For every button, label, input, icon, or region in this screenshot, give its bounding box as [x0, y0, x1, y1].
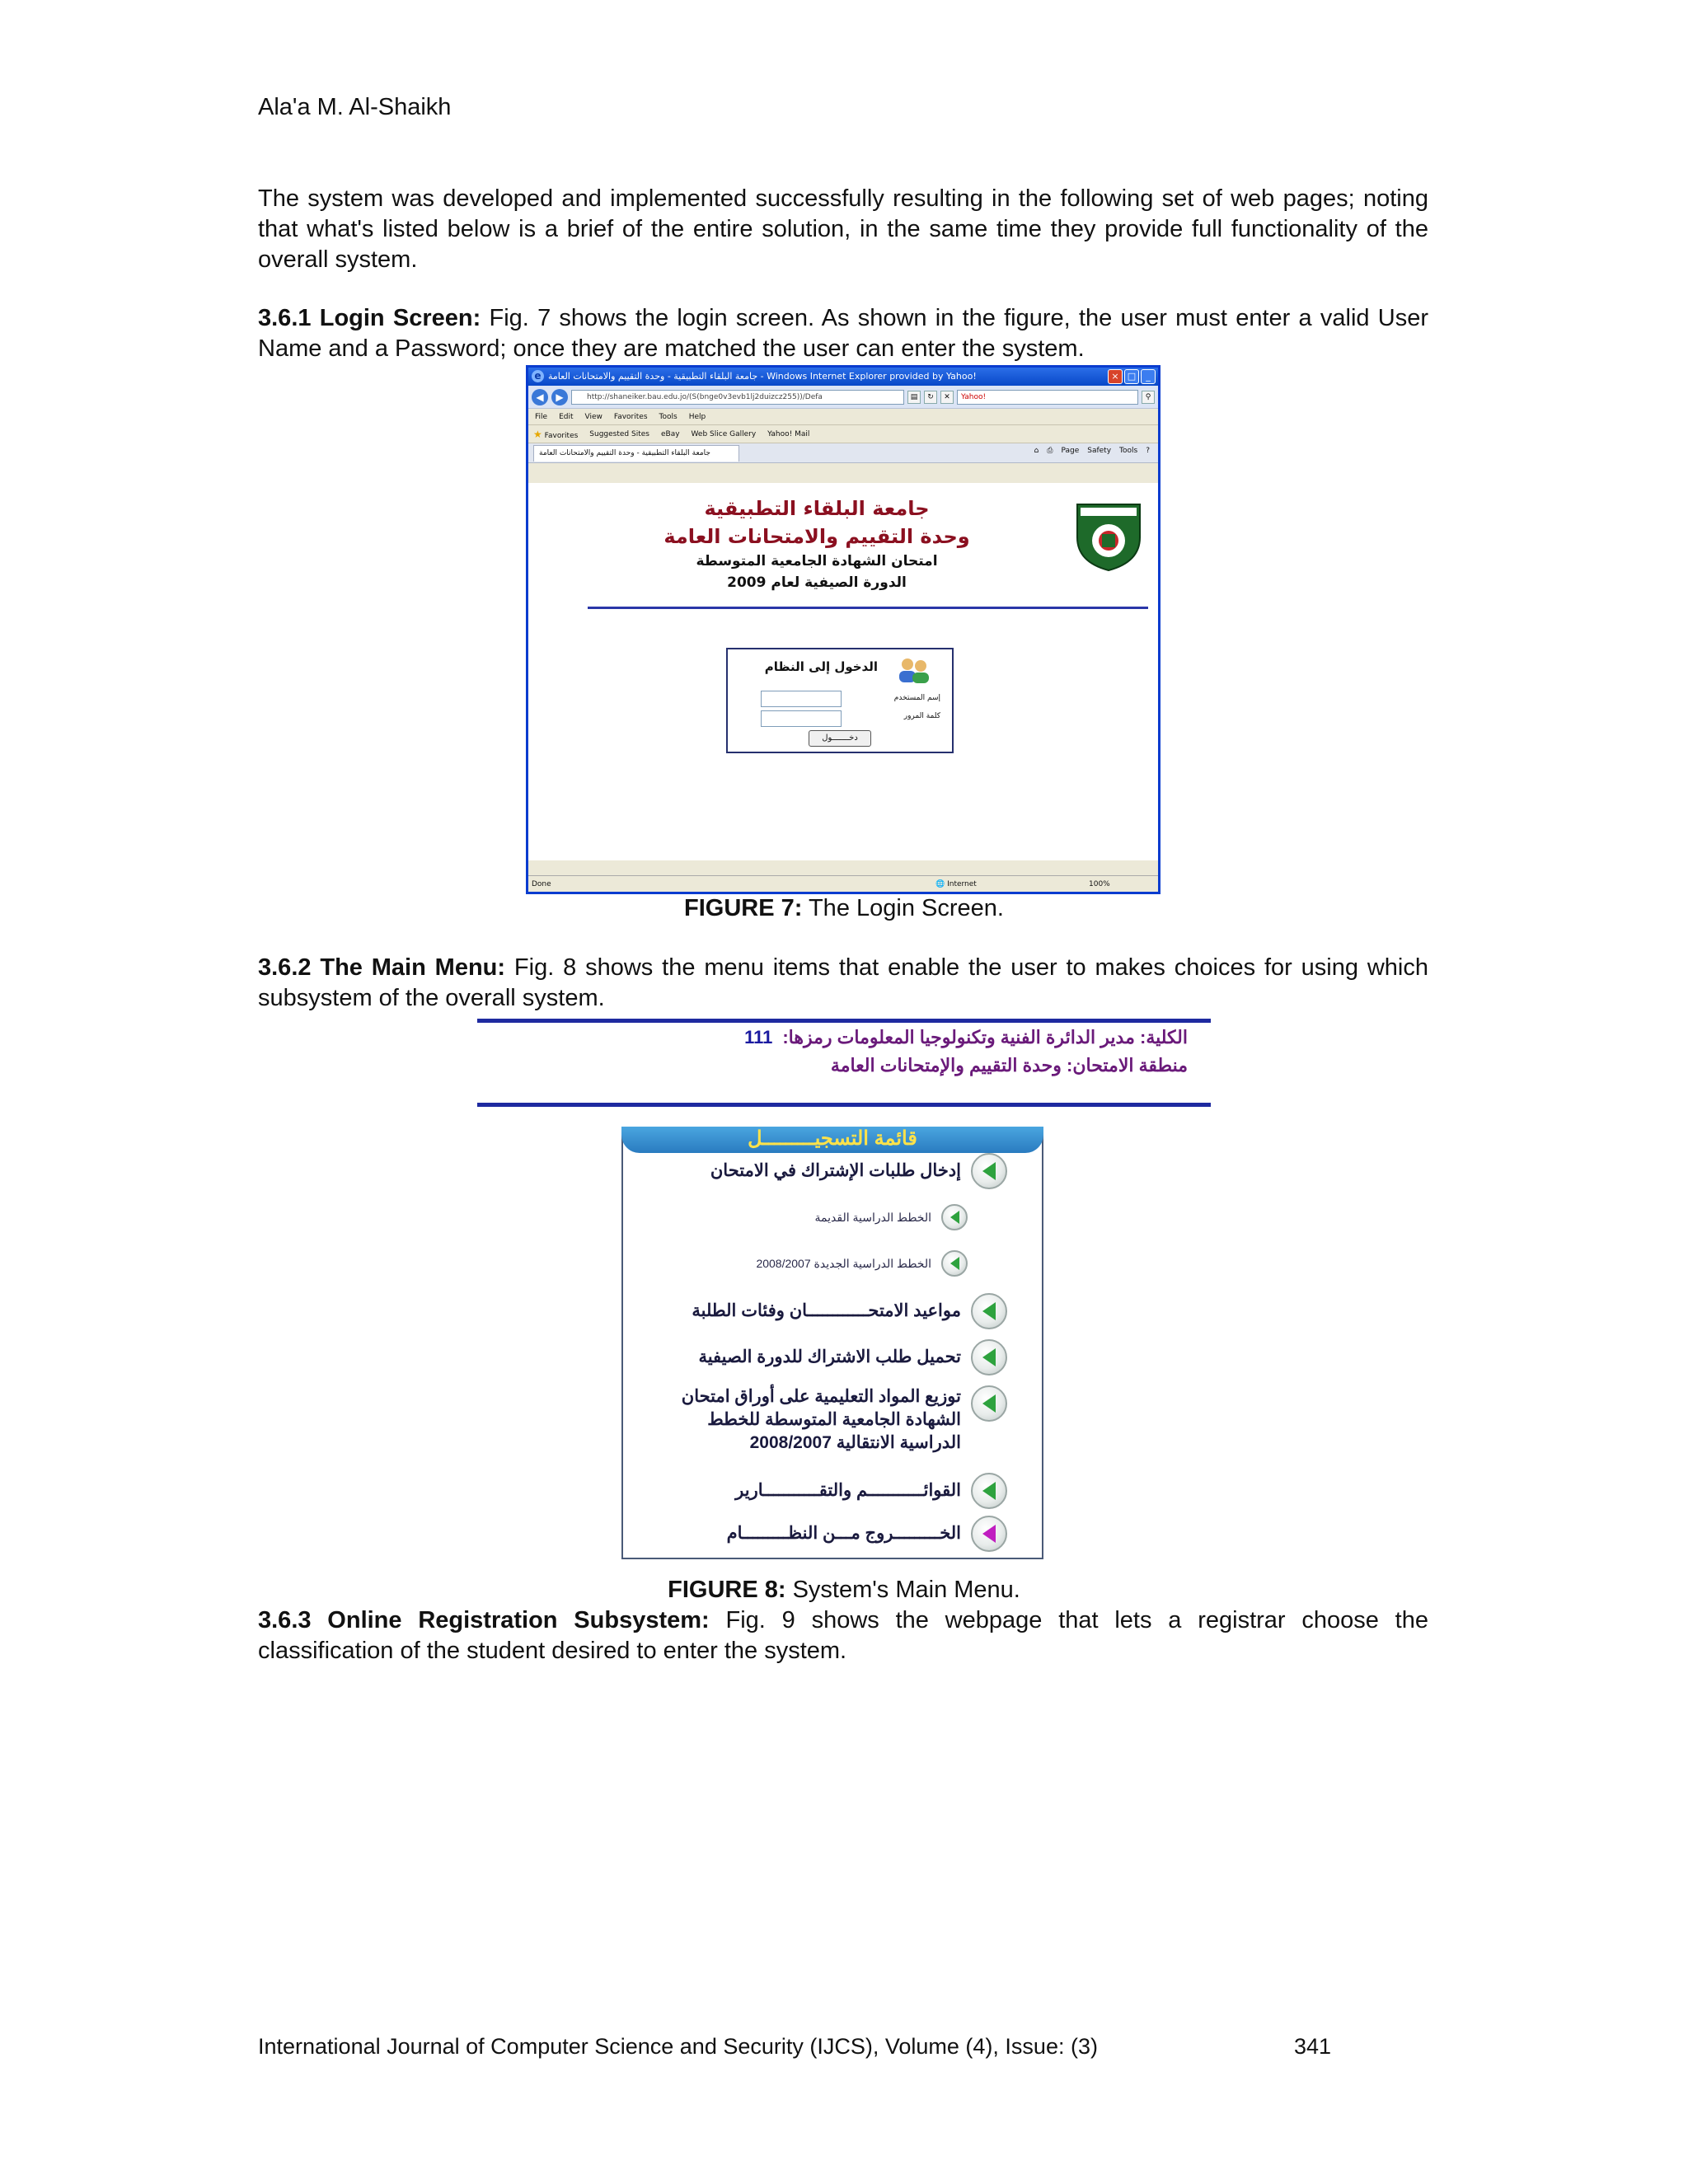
section-heading: 3.6.1 Login Screen:	[258, 305, 481, 331]
favorites-bar	[528, 425, 1158, 443]
users-icon	[896, 656, 932, 684]
help-icon[interactable]: ?	[1146, 447, 1150, 455]
page-number: 341	[1294, 2034, 1332, 2059]
section-3-6-1	[258, 303, 1428, 364]
page-content	[528, 483, 1158, 860]
university-header	[660, 494, 973, 593]
compatibility-icon[interactable]: ▤	[907, 391, 921, 404]
minimize-icon[interactable]: _	[1141, 369, 1156, 384]
arrow-left-icon[interactable]	[971, 1473, 1007, 1509]
menu-title: قائمة التسجيـــــــــل	[621, 1127, 1043, 1153]
menu-item-exit[interactable]: الخـــــــــروج مـــن النظـــــــــام	[623, 1516, 1042, 1552]
security-zone: 🌐 Internet	[935, 880, 977, 888]
intro-paragraph: The system was developed and implemented successfully resulting in the following set of web pages; noting that what's listed below is a brief of the entire solution, in the same time they provide full functionality of the overall system.	[258, 185, 1428, 273]
university-name: جامعة البلقاء التطبيقية	[704, 497, 930, 520]
arrow-left-icon[interactable]	[971, 1339, 1007, 1376]
home-icon[interactable]: ⌂	[1034, 447, 1039, 455]
username-label: إسم المستخدم	[893, 694, 940, 702]
running-header-author: Ala'a M. Al-Shaikh	[258, 94, 452, 120]
arrow-left-icon[interactable]	[971, 1293, 1007, 1329]
top-divider	[477, 1019, 1211, 1023]
main-menu-figure	[475, 1015, 1217, 1576]
menu-view[interactable]: View	[584, 412, 603, 421]
username-field[interactable]	[761, 691, 842, 707]
search-icon[interactable]: ⚲	[1142, 391, 1155, 404]
college-code: 111	[744, 1027, 773, 1047]
footer-journal: International Journal of Computer Science and Security (IJCS), Volume (4), Issue: (3)	[258, 2034, 1098, 2059]
menu-item-old-plans[interactable]: الخطط الدراسية القديمة	[623, 1204, 1042, 1230]
session-name: الدورة الصيفية لعام 2009	[727, 574, 907, 591]
safety-menu[interactable]: Safety	[1087, 447, 1112, 455]
login-form	[726, 648, 954, 753]
university-logo-icon	[1072, 499, 1145, 572]
maximize-icon[interactable]: □	[1124, 369, 1139, 384]
fav-yahoo-mail[interactable]: Yahoo! Mail	[767, 429, 810, 438]
section-text: Fig. 7 shows the login screen. As shown in the figure, the user must enter a valid User Name and a Password; once they are matched the user can enter the system.	[258, 305, 1428, 362]
password-field[interactable]	[761, 710, 842, 727]
header-divider	[588, 607, 1148, 609]
status-text: Done	[532, 880, 551, 888]
bottom-divider	[477, 1103, 1211, 1107]
menu-edit[interactable]: Edit	[559, 412, 574, 421]
figure8-caption: FIGURE 8: System's Main Menu.	[668, 1577, 1020, 1603]
status-bar	[528, 875, 1158, 892]
section-3-6-3	[258, 1605, 1428, 1666]
print-icon[interactable]: ⎙	[1047, 447, 1053, 455]
ie-logo-icon: e	[532, 370, 544, 382]
search-input[interactable]: Yahoo!	[957, 390, 1138, 405]
section-3-6-2	[258, 953, 1428, 1014]
menu-item-exam-dates[interactable]: مواعيد الامتحــــــــــــان وفئات الطلبة	[623, 1293, 1042, 1329]
menu-favorites[interactable]: Favorites	[613, 412, 648, 421]
menu-file[interactable]: File	[535, 412, 548, 421]
menu-item-new-plans[interactable]: الخطط الدراسية الجديدة 2008/2007	[623, 1250, 1042, 1277]
zoom-level[interactable]: 100%	[1089, 880, 1110, 888]
fav-ebay[interactable]: eBay	[660, 429, 680, 438]
arrow-left-icon[interactable]	[971, 1385, 1007, 1422]
browser-titlebar	[528, 368, 1158, 386]
tab-bar	[528, 443, 1158, 463]
tools-menu[interactable]: Tools	[1119, 447, 1138, 455]
exam-name: امتحان الشهادة الجامعية المتوسطة	[696, 553, 938, 569]
login-title: الدخول إلى النظام	[764, 659, 878, 674]
globe-icon: 🌐	[935, 880, 945, 888]
unit-name: وحدة التقييم والامتحانات العامة	[663, 525, 970, 548]
menu-help[interactable]: Help	[688, 412, 706, 421]
arrow-left-icon[interactable]	[941, 1250, 968, 1277]
star-icon: ★	[533, 428, 542, 440]
address-bar	[528, 386, 1158, 409]
browser-tab[interactable]: جامعة البلقاء التطبيقية - وحدة التقييم والامتحانات العامة	[533, 445, 739, 462]
forward-icon[interactable]: ▶	[551, 389, 568, 405]
browser-title: جامعة البلقاء التطبيقية - وحدة التقييم والامتحانات العامة - Windows Internet Explorer provided by Yahoo!	[548, 371, 977, 382]
arrow-left-icon[interactable]	[941, 1204, 968, 1230]
address-input[interactable]: http://shaneiker.bau.edu.jo/(S(bnge0v3evb1lj2duizcz255))/Defa	[571, 390, 904, 405]
favorites-button[interactable]: ★ Favorites	[533, 428, 579, 440]
figure7-caption: FIGURE 7: The Login Screen.	[684, 895, 1004, 921]
registration-menu	[621, 1127, 1043, 1559]
section-heading: 3.6.3 Online Registration Subsystem:	[258, 1607, 710, 1633]
menu-tools[interactable]: Tools	[659, 412, 678, 421]
menu-item-material-distribution[interactable]: توزيع المواد التعليمية على أوراق امتحان الشهادة الجامعية المتوسطة للخطط الدراسية الانتقالية 2008/2007	[623, 1385, 1042, 1455]
back-icon[interactable]: ◀	[532, 389, 548, 405]
login-button[interactable]: دخـــــــول	[809, 730, 871, 747]
exit-arrow-icon[interactable]	[971, 1516, 1007, 1552]
password-label: كلمة المرور	[903, 712, 940, 720]
refresh-icon[interactable]: ↻	[924, 391, 937, 404]
page-menu[interactable]: Page	[1061, 447, 1080, 455]
section-text: Fig. 8 shows the menu items that enable the user to makes choices for using which subsystem of the overall system.	[258, 954, 1428, 1011]
menu-item-summer-upload[interactable]: تحميل طلب الاشتراك للدورة الصيفية	[623, 1339, 1042, 1376]
region-line: منطقة الامتحان: وحدة التقييم والإمتحانات العامة	[830, 1055, 1188, 1076]
menu-item-reports[interactable]: القوائـــــــــــم والتقـــــــــــارير	[623, 1473, 1042, 1509]
fav-suggested-sites[interactable]: Suggested Sites	[589, 429, 649, 438]
menu-bar	[528, 409, 1158, 425]
menu-item-applications[interactable]: إدخال طلبات الإشتراك في الامتحان	[623, 1153, 1042, 1189]
section-heading: 3.6.2 The Main Menu:	[258, 954, 506, 981]
close-icon[interactable]: ×	[1108, 369, 1123, 384]
stop-icon[interactable]: ✕	[940, 391, 954, 404]
college-line: الكلية: مدير الدائرة الفنية وتكنولوجيا المعلومات رمزها:111	[744, 1027, 1188, 1047]
fav-web-slice-gallery[interactable]: Web Slice Gallery	[691, 429, 757, 438]
section-text: Fig. 9 shows the webpage that lets a registrar choose the classification of the student desired to enter the system.	[258, 1607, 1428, 1664]
arrow-left-icon[interactable]	[971, 1153, 1007, 1189]
browser-window	[526, 365, 1160, 894]
